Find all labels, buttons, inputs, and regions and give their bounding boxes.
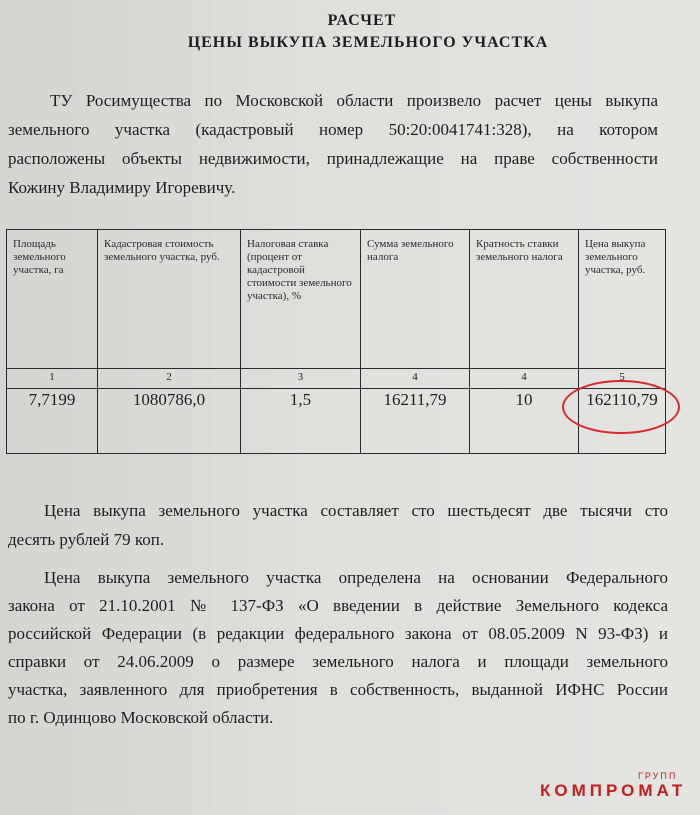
basis-line: справки от 24.06.2009 о размере земельного налога и площади земельного — [8, 652, 668, 671]
intro-line: Кожину Владимиру Игоревичу. — [8, 178, 236, 197]
value-tax-sum: 16211,79 — [361, 389, 470, 454]
header-tax-rate: Налоговая ставка (процент от кадастровой стоимости земельного участка), % — [241, 230, 361, 369]
header-area: Площадь земельного участка, га — [7, 230, 98, 369]
basis-line: российской Федерации (в редакции федерального закона от 08.05.2009 N 93-ФЗ) и — [8, 624, 668, 643]
column-number: 4 — [361, 369, 470, 389]
intro-line: ТУ Росимущества по Московской области произвело расчет цены выкупа — [50, 91, 658, 110]
intro-paragraph — [8, 86, 658, 202]
intro-line: расположены объекты недвижимости, принадлежащие на праве собственности — [8, 149, 658, 168]
basis-line: закона от 21.10.2001 № 137-ФЗ «О введении в действие Земельного кодекса — [8, 596, 668, 615]
table-header-row — [7, 230, 666, 369]
header-rate-multiple: Кратность ставки земельного налога — [470, 230, 579, 369]
basis-paragraph — [8, 564, 668, 732]
value-cadastral: 1080786,0 — [98, 389, 241, 454]
intro-line: земельного участка (кадастровый номер 50:20:0041741:328), на котором — [8, 120, 658, 139]
result-line: Цена выкупа земельного участка составляет сто шестьдесят две тысячи сто — [44, 501, 668, 520]
basis-line: участка, заявленного для приобретения в собственность, выданной ИФНС России — [8, 680, 668, 699]
column-number: 1 — [7, 369, 98, 389]
value-area: 7,7199 — [7, 389, 98, 454]
value-rate-multiple: 10 — [470, 389, 579, 454]
table-value-row — [7, 389, 666, 454]
table-number-row — [7, 369, 666, 389]
basis-line: Цена выкупа земельного участка определена на основании Федерального — [44, 568, 668, 587]
header-cadastral-value: Кадастровая стоимость земельного участка, руб. — [98, 230, 241, 369]
column-number: 3 — [241, 369, 361, 389]
column-number: 5 — [579, 369, 666, 389]
result-paragraph — [8, 496, 668, 554]
result-line: десять рублей 79 коп. — [8, 530, 165, 549]
document-title: РАСЧЕТ — [327, 12, 397, 29]
basis-line: по г. Одинцово Московской области. — [8, 708, 274, 727]
document-subtitle: ЦЕНЫ ВЫКУПА ЗЕМЕЛЬНОГО УЧАСТКА — [187, 34, 549, 51]
column-number: 2 — [98, 369, 241, 389]
header-buyout-price: Цена выкупа земельного участка, руб. — [579, 230, 666, 369]
watermark-suffix: ГРУПП — [638, 771, 678, 781]
calculation-table — [6, 229, 666, 454]
value-buyout-price: 162110,79 — [579, 389, 666, 454]
column-number: 4 — [470, 369, 579, 389]
watermark-logo: КОМПРОМАТ — [540, 781, 687, 800]
header-tax-sum: Сумма земельного налога — [361, 230, 470, 369]
value-tax-rate: 1,5 — [241, 389, 361, 454]
